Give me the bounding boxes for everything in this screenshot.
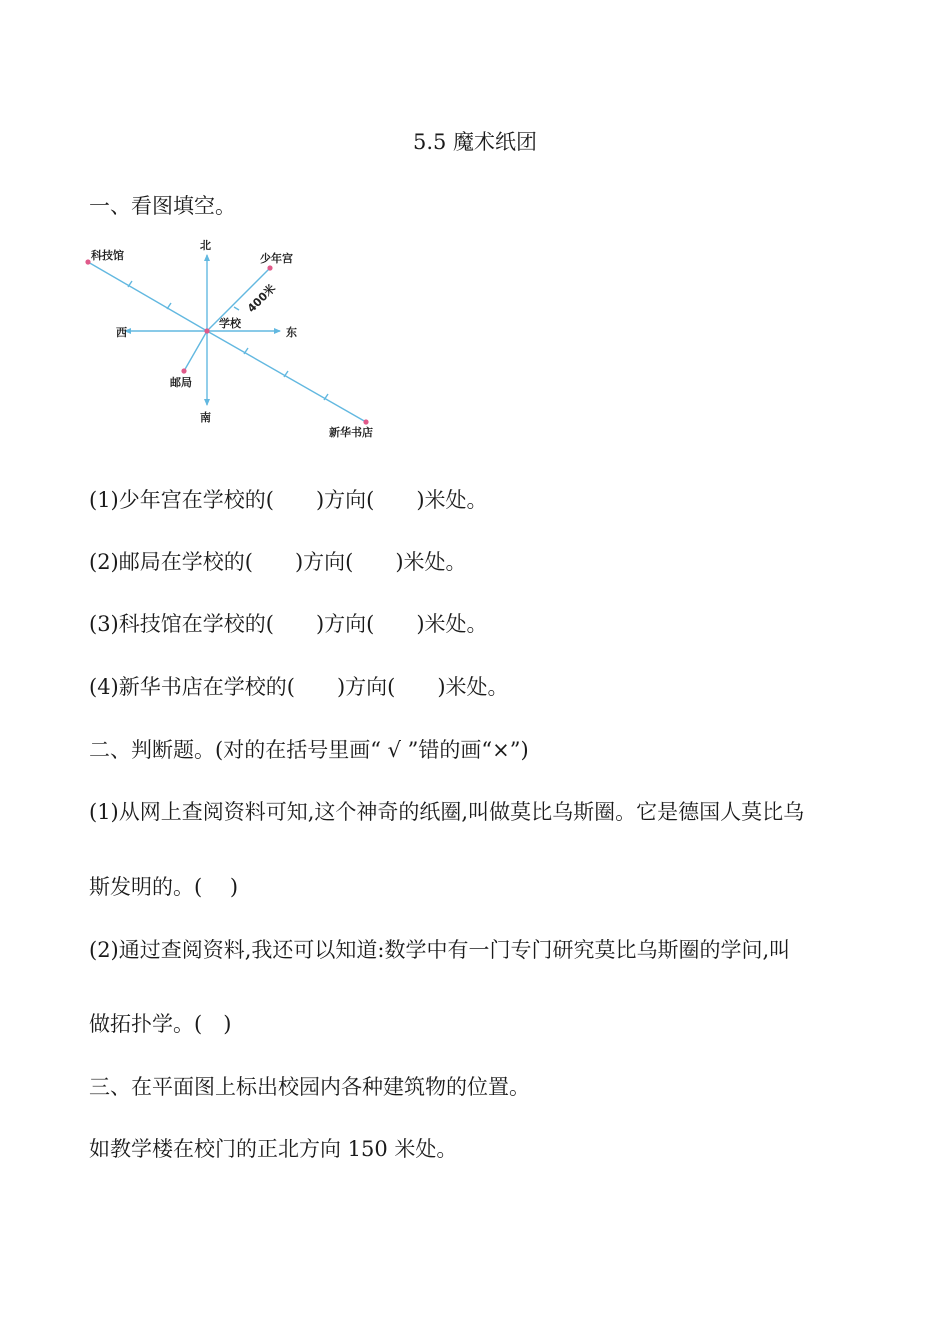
judge-1-line1: (1)从网上查阅资料可知,这个神奇的纸圈,叫做莫比乌斯圈。它是德国人莫比乌: [89, 800, 805, 824]
question-2: (2)邮局在学校的( )方向( )米处。: [89, 550, 467, 574]
section2-heading: 二、判断题。(对的在括号里画“ √ ”错的画“×”): [89, 738, 529, 762]
judge-1-line2: 斯发明的。( ): [89, 875, 239, 899]
tick: [167, 303, 171, 309]
south-label: 南: [200, 411, 211, 424]
east-label: 东: [286, 326, 297, 339]
west-label: 西: [116, 326, 127, 339]
tick: [234, 307, 239, 310]
post-office-label: 邮局: [170, 376, 192, 389]
question-1: (1)少年宫在学校的( )方向( )米处。: [89, 488, 488, 512]
school-point: [204, 328, 209, 333]
youth-palace-label: 少年宫: [260, 252, 293, 265]
question-3: (3)科技馆在学校的( )方向( )米处。: [89, 612, 488, 636]
route-post-office: [184, 331, 207, 371]
judge-2-line1: (2)通过查阅资料,我还可以知道:数学中有一门专门研究莫比乌斯圈的学问,叫: [89, 938, 791, 962]
bookstore-point: [363, 419, 368, 424]
distance-label: 400米: [244, 281, 279, 316]
section3-example: 如教学楼在校门的正北方向 150 米处。: [89, 1137, 458, 1161]
north-label: 北: [200, 239, 211, 252]
post-office-point: [181, 368, 186, 373]
question-4: (4)新华书店在学校的( )方向( )米处。: [89, 675, 509, 699]
route-science-museum: [88, 262, 207, 331]
section3-heading: 三、在平面图上标出校园内各种建筑物的位置。: [89, 1075, 530, 1099]
bookstore-label: 新华书店: [329, 426, 373, 439]
direction-diagram: [80, 235, 400, 445]
section1-heading: 一、看图填空。: [89, 194, 236, 218]
route-bookstore: [207, 331, 366, 422]
science-museum-point: [85, 259, 90, 264]
school-label: 学校: [219, 317, 241, 330]
youth-palace-point: [267, 265, 272, 270]
judge-2-line2: 做拓扑学。( ): [89, 1012, 232, 1036]
page-title: 5.5 魔术纸团: [412, 130, 538, 154]
science-museum-label: 科技馆: [91, 249, 124, 262]
